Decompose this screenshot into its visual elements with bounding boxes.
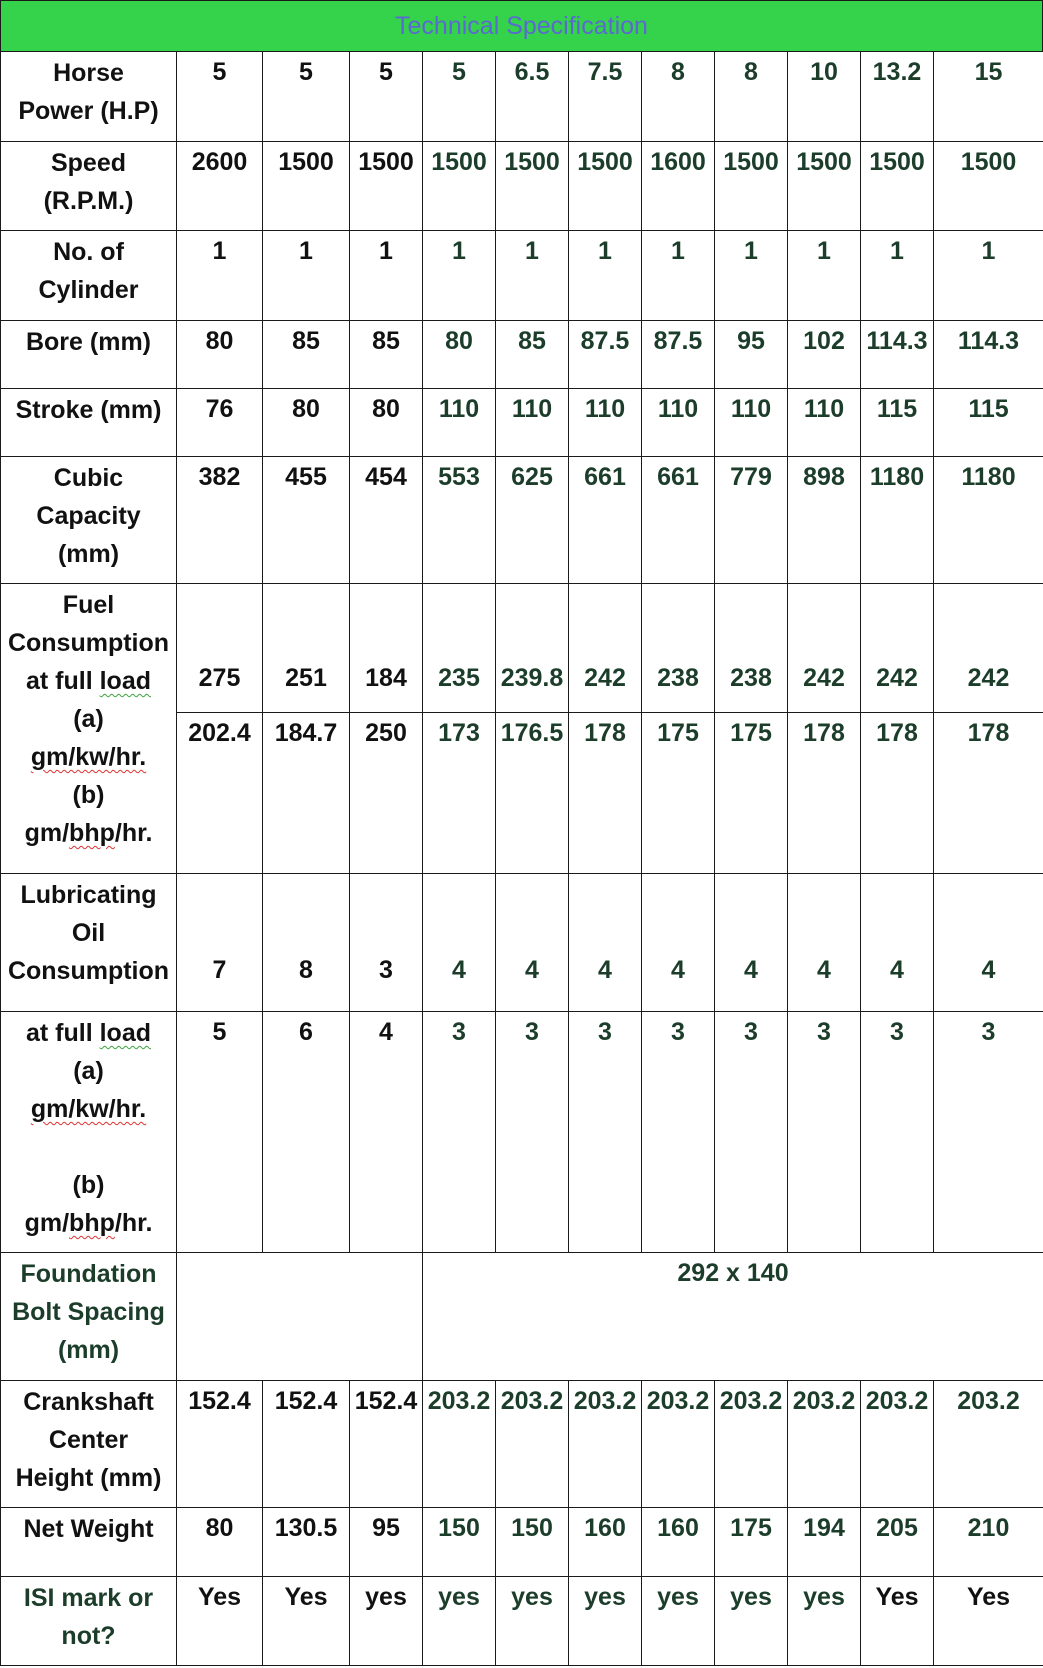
empty-cell xyxy=(177,1253,423,1381)
cell: yes xyxy=(642,1577,715,1666)
cell: 1500 xyxy=(496,142,569,231)
cell: 150 xyxy=(496,1508,569,1577)
cell: 152.4 xyxy=(263,1381,350,1508)
row-label: Horse Power (H.P) xyxy=(1,52,177,142)
cell: 5 xyxy=(177,52,263,142)
cell: Yes xyxy=(861,1577,934,1666)
cell: Yes xyxy=(934,1577,1043,1666)
cell: 87.5 xyxy=(569,321,642,389)
cell: 7 xyxy=(177,874,263,1012)
cell: 7.5 xyxy=(569,52,642,142)
cell: 175 xyxy=(715,1508,788,1577)
cell: yes xyxy=(788,1577,861,1666)
cell: 5 xyxy=(423,52,496,142)
cell: 5 xyxy=(263,52,350,142)
cell: 85 xyxy=(263,321,350,389)
cell: 160 xyxy=(642,1508,715,1577)
cell: 203.2 xyxy=(788,1381,861,1508)
cell: 1 xyxy=(423,231,496,321)
row-label: No. of Cylinder xyxy=(1,231,177,321)
cell: yes xyxy=(715,1577,788,1666)
row-label: Bore (mm) xyxy=(1,321,177,389)
cell: 382 xyxy=(177,457,263,584)
cell: 4 xyxy=(642,874,715,1012)
cell: 110 xyxy=(569,389,642,457)
cell: 242 xyxy=(788,584,861,713)
cell: 3 xyxy=(350,874,423,1012)
cell: 4 xyxy=(423,874,496,1012)
cell: 275 xyxy=(177,584,263,713)
cell: Yes xyxy=(177,1577,263,1666)
cell: 3 xyxy=(715,1012,788,1253)
cell: 1180 xyxy=(861,457,934,584)
cell: 4 xyxy=(861,874,934,1012)
cell: 3 xyxy=(423,1012,496,1253)
cell: 4 xyxy=(934,874,1043,1012)
cell: 184.7 xyxy=(263,713,350,874)
row-label: ISI mark or not? xyxy=(1,1577,177,1666)
row-label: Cubic Capacity (mm) xyxy=(1,457,177,584)
cell: 76 xyxy=(177,389,263,457)
row-bore xyxy=(1,321,1043,389)
cell: 898 xyxy=(788,457,861,584)
cell: 205 xyxy=(861,1508,934,1577)
row-label: Foundation Bolt Spacing (mm) xyxy=(1,1253,177,1381)
cell: 1 xyxy=(263,231,350,321)
cell: 160 xyxy=(569,1508,642,1577)
cell: 203.2 xyxy=(496,1381,569,1508)
cell: 8 xyxy=(263,874,350,1012)
cell: 1 xyxy=(861,231,934,321)
cell: 115 xyxy=(861,389,934,457)
cell: 3 xyxy=(788,1012,861,1253)
cell: 1 xyxy=(496,231,569,321)
cell: 242 xyxy=(569,584,642,713)
cell: 1600 xyxy=(642,142,715,231)
cell: 178 xyxy=(861,713,934,874)
cell: 10 xyxy=(788,52,861,142)
cell: 210 xyxy=(934,1508,1043,1577)
cell: 202.4 xyxy=(177,713,263,874)
cell: 80 xyxy=(177,321,263,389)
cell: 251 xyxy=(263,584,350,713)
cell: 115 xyxy=(934,389,1043,457)
cell: 194 xyxy=(788,1508,861,1577)
page-title: Technical Specification xyxy=(395,11,648,40)
row-net-weight xyxy=(1,1508,1043,1577)
cell: 235 xyxy=(423,584,496,713)
cell: 6 xyxy=(263,1012,350,1253)
cell: 3 xyxy=(642,1012,715,1253)
cell: 454 xyxy=(350,457,423,584)
cell: 102 xyxy=(788,321,861,389)
cell: 4 xyxy=(715,874,788,1012)
cell: 292 x 140 xyxy=(423,1253,1043,1381)
cell: 1500 xyxy=(788,142,861,231)
cell: 4 xyxy=(496,874,569,1012)
cell: 87.5 xyxy=(642,321,715,389)
cell: 152.4 xyxy=(177,1381,263,1508)
cell: yes xyxy=(496,1577,569,1666)
cell: 203.2 xyxy=(715,1381,788,1508)
cell: 1 xyxy=(350,231,423,321)
cell: 130.5 xyxy=(263,1508,350,1577)
cell: 5 xyxy=(350,52,423,142)
cell: 13.2 xyxy=(861,52,934,142)
row-fuel-consumption-a xyxy=(1,584,1043,713)
cell: 110 xyxy=(642,389,715,457)
row-speed xyxy=(1,142,1043,231)
cell: 95 xyxy=(350,1508,423,1577)
cell: 239.8 xyxy=(496,584,569,713)
cell: 150 xyxy=(423,1508,496,1577)
cell: 1 xyxy=(569,231,642,321)
cell: 80 xyxy=(263,389,350,457)
cell: 175 xyxy=(642,713,715,874)
cell: 455 xyxy=(263,457,350,584)
row-label: Stroke (mm) xyxy=(1,389,177,457)
cell: 114.3 xyxy=(934,321,1043,389)
cell: 173 xyxy=(423,713,496,874)
cell: 238 xyxy=(642,584,715,713)
row-label: at full load (a) gm/kw/hr. (b) gm/bhp/hr. xyxy=(1,1012,177,1253)
cell: 80 xyxy=(350,389,423,457)
row-horse-power xyxy=(1,52,1043,142)
cell: 1 xyxy=(177,231,263,321)
cell: 1500 xyxy=(715,142,788,231)
cell: 553 xyxy=(423,457,496,584)
cell: 203.2 xyxy=(642,1381,715,1508)
cell: 779 xyxy=(715,457,788,584)
row-label: Fuel Consumption at full load (a) gm/kw/hr. (b) gm/bhp/hr. xyxy=(1,584,177,874)
cell: 1500 xyxy=(423,142,496,231)
cell: 625 xyxy=(496,457,569,584)
cell: 1180 xyxy=(934,457,1043,584)
cell: 95 xyxy=(715,321,788,389)
cell: 1500 xyxy=(350,142,423,231)
cell: 6.5 xyxy=(496,52,569,142)
cell: 15 xyxy=(934,52,1043,142)
cell: 1 xyxy=(788,231,861,321)
row-cylinders xyxy=(1,231,1043,321)
cell: 203.2 xyxy=(934,1381,1043,1508)
cell: yes xyxy=(423,1577,496,1666)
cell: 1 xyxy=(715,231,788,321)
cell: 1500 xyxy=(861,142,934,231)
cell: 114.3 xyxy=(861,321,934,389)
cell: 176.5 xyxy=(496,713,569,874)
row-foundation-bolt-spacing xyxy=(1,1253,1043,1381)
cell: 1500 xyxy=(569,142,642,231)
row-lubricating-oil-a xyxy=(1,874,1043,1012)
cell: 4 xyxy=(788,874,861,1012)
cell: 175 xyxy=(715,713,788,874)
cell: yes xyxy=(569,1577,642,1666)
row-label: Lubricating Oil Consumption xyxy=(1,874,177,1012)
cell: 110 xyxy=(423,389,496,457)
cell: 1 xyxy=(934,231,1043,321)
cell: 661 xyxy=(569,457,642,584)
cell: 3 xyxy=(569,1012,642,1253)
title-bar xyxy=(0,0,1043,52)
cell: 1500 xyxy=(934,142,1043,231)
row-cubic-capacity xyxy=(1,457,1043,584)
cell: 85 xyxy=(350,321,423,389)
cell: 184 xyxy=(350,584,423,713)
cell: 80 xyxy=(423,321,496,389)
cell: 250 xyxy=(350,713,423,874)
row-lubricating-oil-b xyxy=(1,1012,1043,1253)
cell: 110 xyxy=(496,389,569,457)
row-label: Net Weight xyxy=(1,1508,177,1577)
cell: 152.4 xyxy=(350,1381,423,1508)
cell: 178 xyxy=(569,713,642,874)
cell: 203.2 xyxy=(861,1381,934,1508)
row-stroke xyxy=(1,389,1043,457)
cell: 4 xyxy=(569,874,642,1012)
cell: 242 xyxy=(861,584,934,713)
cell: 661 xyxy=(642,457,715,584)
cell: yes xyxy=(350,1577,423,1666)
cell: 178 xyxy=(788,713,861,874)
cell: 242 xyxy=(934,584,1043,713)
cell: 203.2 xyxy=(569,1381,642,1508)
row-isi-mark xyxy=(1,1577,1043,1666)
cell: Yes xyxy=(263,1577,350,1666)
cell: 203.2 xyxy=(423,1381,496,1508)
row-label: Speed (R.P.M.) xyxy=(1,142,177,231)
cell: 110 xyxy=(715,389,788,457)
cell: 4 xyxy=(350,1012,423,1253)
row-crankshaft-height xyxy=(1,1381,1043,1508)
cell: 1500 xyxy=(263,142,350,231)
cell: 238 xyxy=(715,584,788,713)
cell: 3 xyxy=(861,1012,934,1253)
cell: 3 xyxy=(496,1012,569,1253)
cell: 110 xyxy=(788,389,861,457)
row-label: Crankshaft Center Height (mm) xyxy=(1,1381,177,1508)
cell: 8 xyxy=(715,52,788,142)
cell: 80 xyxy=(177,1508,263,1577)
cell: 8 xyxy=(642,52,715,142)
cell: 1 xyxy=(642,231,715,321)
cell: 178 xyxy=(934,713,1043,874)
cell: 2600 xyxy=(177,142,263,231)
cell: 5 xyxy=(177,1012,263,1253)
cell: 3 xyxy=(934,1012,1043,1253)
spec-table xyxy=(0,51,1043,1666)
cell: 85 xyxy=(496,321,569,389)
